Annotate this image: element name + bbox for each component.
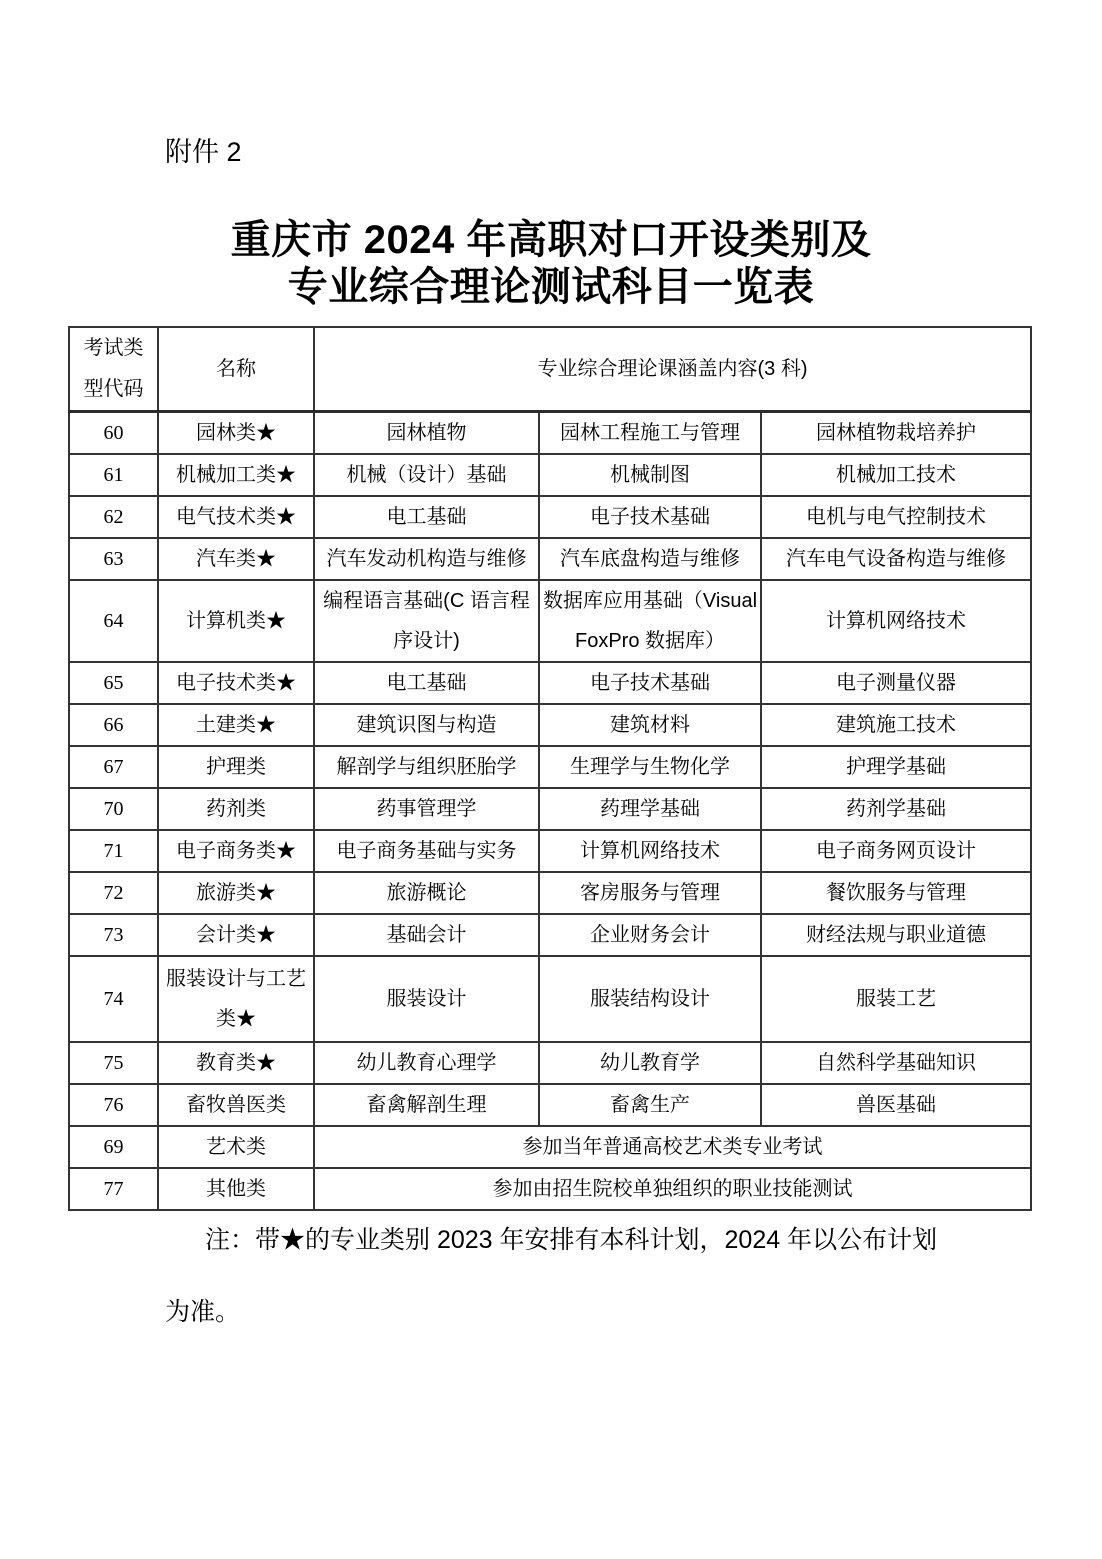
subject-cell: 企业财务会计 xyxy=(539,914,761,956)
name-cell: 旅游类★ xyxy=(158,872,314,914)
header-name: 名称 xyxy=(158,327,314,412)
page-title-line2: 专业综合理论测试科目一览表 xyxy=(287,265,815,309)
subject-cell: 财经法规与职业道德 xyxy=(761,914,1031,956)
subject-cell: 计算机网络技术 xyxy=(761,580,1031,662)
subject-cell: 药剂学基础 xyxy=(761,788,1031,830)
code-cell: 65 xyxy=(69,662,158,704)
table-row xyxy=(69,914,1031,956)
subject-cell: 护理学基础 xyxy=(761,746,1031,788)
note-prefix: 注： xyxy=(205,1227,256,1254)
table-row xyxy=(69,704,1031,746)
table-row xyxy=(69,956,1031,1042)
header-subjects: 专业综合理论课涵盖内容(3 科) xyxy=(314,327,1031,412)
name-cell: 艺术类 xyxy=(158,1126,314,1168)
name-cell: 会计类★ xyxy=(158,914,314,956)
subject-cell: 园林植物栽培养护 xyxy=(761,412,1031,455)
subject-cell: 餐饮服务与管理 xyxy=(761,872,1031,914)
table-row xyxy=(69,830,1031,872)
code-cell: 62 xyxy=(69,496,158,538)
name-cell: 电子商务类★ xyxy=(158,830,314,872)
code-cell: 70 xyxy=(69,788,158,830)
code-cell: 74 xyxy=(69,956,158,1042)
code-cell: 73 xyxy=(69,914,158,956)
subject-cell: 机械（设计）基础 xyxy=(314,454,539,496)
code-cell: 69 xyxy=(69,1126,158,1168)
name-cell: 机械加工类★ xyxy=(158,454,314,496)
subject-cell: 园林植物 xyxy=(314,412,539,455)
subject-cell: 建筑材料 xyxy=(539,704,761,746)
subject-cell: 电机与电气控制技术 xyxy=(761,496,1031,538)
header-exam-type-code-line2: 型代码 xyxy=(83,378,144,400)
subject-cell: 解剖学与组织胚胎学 xyxy=(314,746,539,788)
code-cell: 75 xyxy=(69,1042,158,1084)
table-row xyxy=(69,872,1031,914)
header-exam-type-code-line1: 考试类 xyxy=(83,337,144,359)
name-cell: 教育类★ xyxy=(158,1042,314,1084)
name-cell: 护理类 xyxy=(158,746,314,788)
table-row xyxy=(69,496,1031,538)
subject-cell: 电子商务基础与实务 xyxy=(314,830,539,872)
table-body xyxy=(69,412,1031,1211)
name-cell: 其他类 xyxy=(158,1168,314,1210)
subject-cell: 电子测量仪器 xyxy=(761,662,1031,704)
subject-cell: 电工基础 xyxy=(314,662,539,704)
code-cell: 71 xyxy=(69,830,158,872)
header-row xyxy=(69,327,1031,412)
note-line1 xyxy=(165,1223,951,1258)
subject-cell: 服装结构设计 xyxy=(539,956,761,1042)
subject-cell: 电子商务网页设计 xyxy=(761,830,1031,872)
subject-cell: 编程语言基础(C 语言程序设计) xyxy=(314,580,539,662)
name-cell: 园林类★ xyxy=(158,412,314,455)
table-row xyxy=(69,1084,1031,1126)
code-cell: 72 xyxy=(69,872,158,914)
header-exam-type-code xyxy=(69,327,158,412)
page-title-line1: 重庆市 2024 年高职对口开设类别及 xyxy=(230,218,872,262)
subject-cell: 汽车底盘构造与维修 xyxy=(539,538,761,580)
table-row xyxy=(69,788,1031,830)
subject-cell: 电工基础 xyxy=(314,496,539,538)
subject-cell: 畜禽生产 xyxy=(539,1084,761,1126)
name-cell: 畜牧兽医类 xyxy=(158,1084,314,1126)
subject-cell: 数据库应用基础（Visual FoxPro 数据库） xyxy=(539,580,761,662)
subjects-table xyxy=(68,326,1032,1211)
page-title xyxy=(0,217,1102,311)
subject-cell: 药理学基础 xyxy=(539,788,761,830)
name-cell: 药剂类 xyxy=(158,788,314,830)
code-cell: 61 xyxy=(69,454,158,496)
span-subject-cell: 参加由招生院校单独组织的职业技能测试 xyxy=(314,1168,1031,1210)
subject-cell: 汽车发动机构造与维修 xyxy=(314,538,539,580)
subject-cell: 建筑施工技术 xyxy=(761,704,1031,746)
subject-cell: 自然科学基础知识 xyxy=(761,1042,1031,1084)
subject-cell: 电子技术基础 xyxy=(539,496,761,538)
note xyxy=(165,1223,951,1329)
subject-cell: 兽医基础 xyxy=(761,1084,1031,1126)
table-row xyxy=(69,1168,1031,1210)
name-cell: 计算机类★ xyxy=(158,580,314,662)
subject-cell: 生理学与生物化学 xyxy=(539,746,761,788)
subject-cell: 服装工艺 xyxy=(761,956,1031,1042)
subject-cell: 机械制图 xyxy=(539,454,761,496)
subject-cell: 汽车电气设备构造与维修 xyxy=(761,538,1031,580)
subject-cell: 药事管理学 xyxy=(314,788,539,830)
attachment-label: 附件 2 xyxy=(165,137,242,167)
note-line2: 为准。 xyxy=(165,1298,241,1326)
subject-cell: 基础会计 xyxy=(314,914,539,956)
subject-cell: 建筑识图与构造 xyxy=(314,704,539,746)
name-cell: 电气技术类★ xyxy=(158,496,314,538)
table-row xyxy=(69,1126,1031,1168)
table-row xyxy=(69,538,1031,580)
code-cell: 66 xyxy=(69,704,158,746)
table-row xyxy=(69,454,1031,496)
note-line1-text: 带★的专业类别 2023 年安排有本科计划，2024 年以公布计划 xyxy=(255,1226,938,1254)
table-row xyxy=(69,580,1031,662)
subject-cell: 幼儿教育学 xyxy=(539,1042,761,1084)
subject-cell: 计算机网络技术 xyxy=(539,830,761,872)
subject-cell: 机械加工技术 xyxy=(761,454,1031,496)
table-row xyxy=(69,1042,1031,1084)
code-cell: 64 xyxy=(69,580,158,662)
subject-cell: 旅游概论 xyxy=(314,872,539,914)
table-row xyxy=(69,662,1031,704)
code-cell: 67 xyxy=(69,746,158,788)
subject-cell: 畜禽解剖生理 xyxy=(314,1084,539,1126)
subject-cell: 幼儿教育心理学 xyxy=(314,1042,539,1084)
code-cell: 77 xyxy=(69,1168,158,1210)
code-cell: 63 xyxy=(69,538,158,580)
subject-cell: 服装设计 xyxy=(314,956,539,1042)
name-cell: 土建类★ xyxy=(158,704,314,746)
subject-cell: 园林工程施工与管理 xyxy=(539,412,761,455)
name-cell: 汽车类★ xyxy=(158,538,314,580)
table-row xyxy=(69,746,1031,788)
subject-cell: 电子技术基础 xyxy=(539,662,761,704)
code-cell: 76 xyxy=(69,1084,158,1126)
span-subject-cell: 参加当年普通高校艺术类专业考试 xyxy=(314,1126,1031,1168)
name-cell: 电子技术类★ xyxy=(158,662,314,704)
table-row xyxy=(69,412,1031,455)
subject-cell: 客房服务与管理 xyxy=(539,872,761,914)
name-cell: 服装设计与工艺类★ xyxy=(158,956,314,1042)
code-cell: 60 xyxy=(69,412,158,455)
